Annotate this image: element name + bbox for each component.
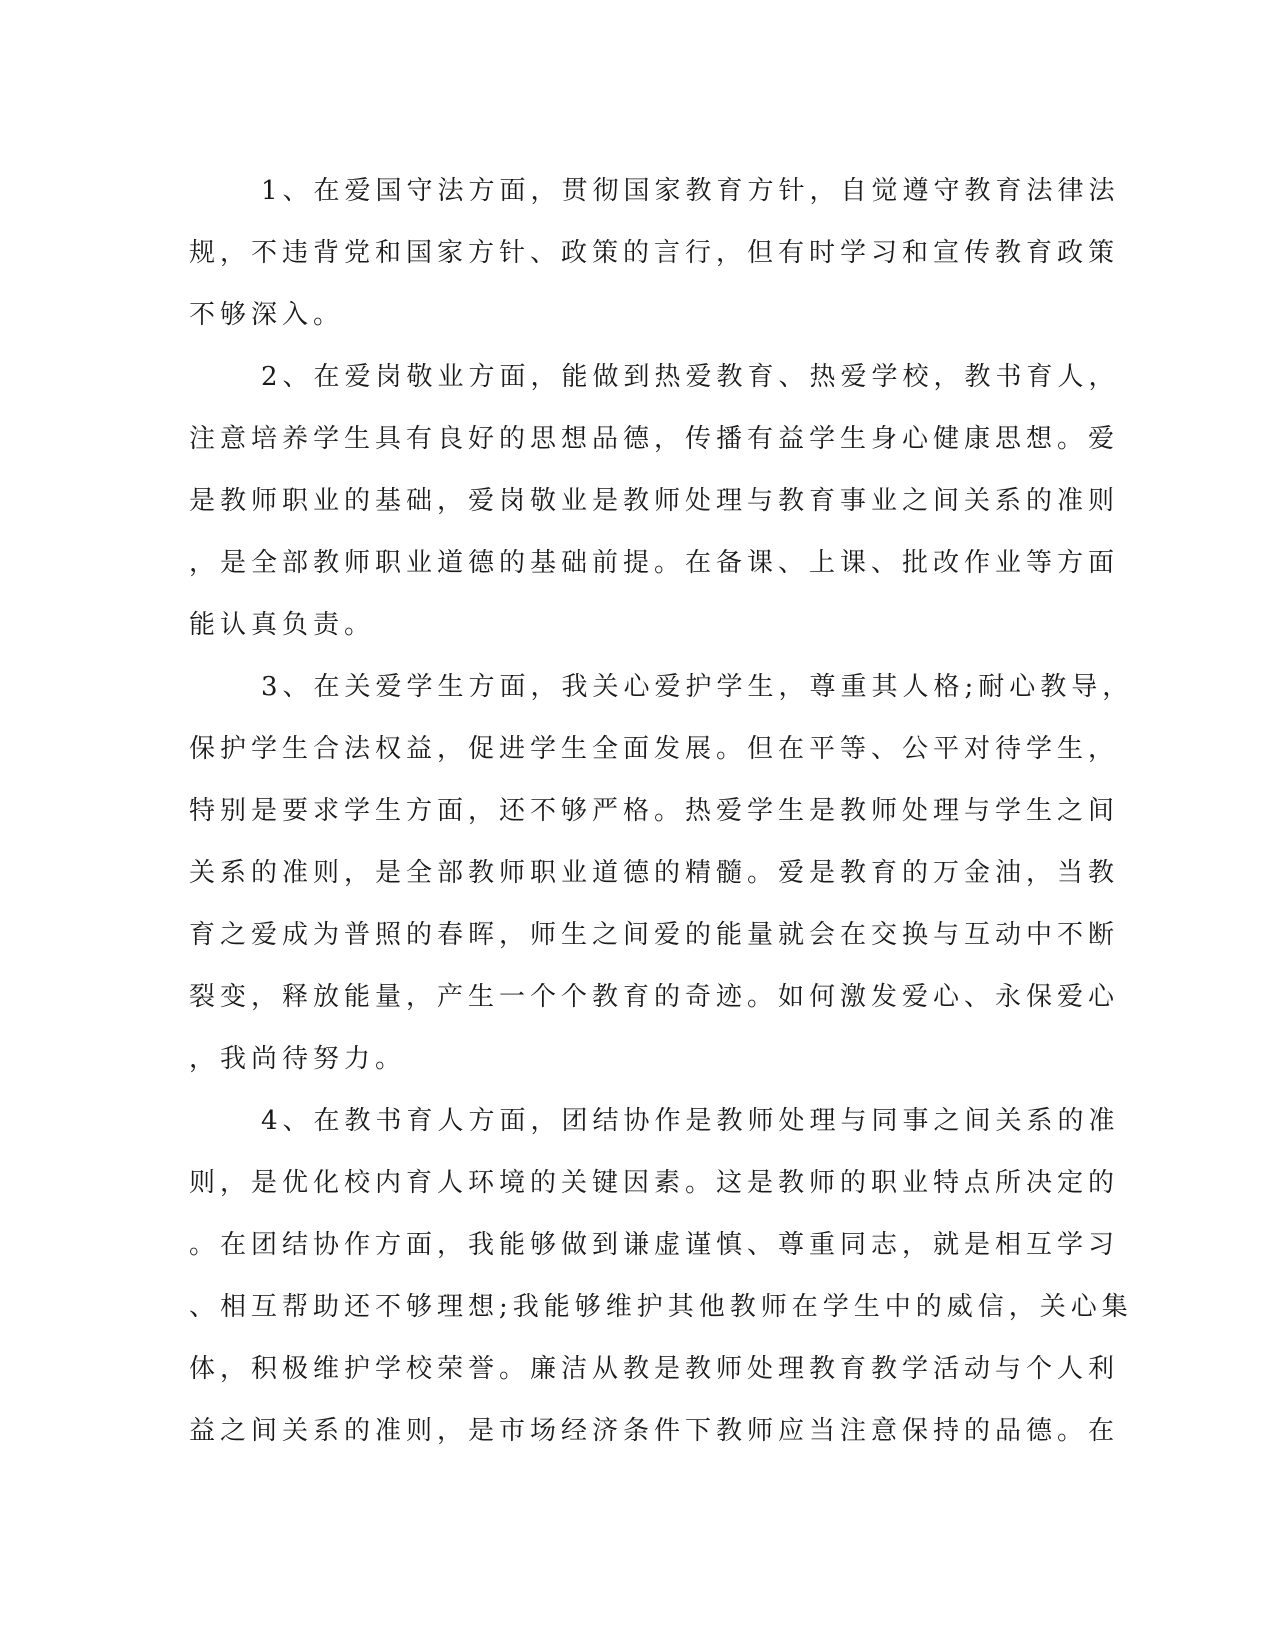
text-line: 。在团结协作方面，我能够做到谦虚谨慎、尊重同志，就是相互学习 [189, 1230, 1120, 1260]
text-line: 2、在爱岗敬业方面，能做到热爱教育、热爱学校，教书育人， [261, 362, 1120, 392]
text-line: 特别是要求学生方面，还不够严格。热爱学生是教师处理与学生之间 [189, 796, 1120, 826]
text-line: 3、在关爱学生方面，我关心爱护学生，尊重其人格;耐心教导， [261, 672, 1134, 702]
text-line: 能认真负责。 [189, 610, 376, 640]
text-line: 益之间关系的准则，是市场经济条件下教师应当注意保持的品德。在 [189, 1416, 1120, 1446]
text-line: 育之爱成为普照的春晖，师生之间爱的能量就会在交换与互动中不断 [189, 920, 1120, 950]
text-line: 1、在爱国守法方面，贯彻国家教育方针，自觉遵守教育法律法 [261, 176, 1120, 206]
text-line: 不够深入。 [189, 300, 345, 330]
text-line: 裂变，释放能量，产生一个个教育的奇迹。如何激发爱心、永保爱心 [189, 982, 1120, 1012]
text-line: ，我尚待努力。 [189, 1044, 407, 1074]
document-body [189, 160, 1134, 1462]
text-line: 4、在教书育人方面，团结协作是教师处理与同事之间关系的准 [261, 1106, 1120, 1136]
text-line: ，是全部教师职业道德的基础前提。在备课、上课、批改作业等方面 [189, 548, 1120, 578]
text-line: 是教师职业的基础，爱岗敬业是教师处理与教育事业之间关系的准则 [189, 486, 1120, 516]
text-line: 注意培养学生具有良好的思想品德，传播有益学生身心健康思想。爱 [189, 424, 1120, 454]
text-line: 、相互帮助还不够理想;我能够维护其他教师在学生中的威信，关心集 [189, 1292, 1133, 1322]
text-line: 体，积极维护学校荣誉。廉洁从教是教师处理教育教学活动与个人利 [189, 1354, 1120, 1384]
text-line: 则，是优化校内育人环境的关键因素。这是教师的职业特点所决定的 [189, 1168, 1120, 1198]
text-line: 规，不违背党和国家方针、政策的言行，但有时学习和宣传教育政策 [189, 238, 1120, 268]
text-line: 关系的准则，是全部教师职业道德的精髓。爱是教育的万金油，当教 [189, 858, 1120, 888]
text-line: 保护学生合法权益，促进学生全面发展。但在平等、公平对待学生， [189, 734, 1120, 764]
